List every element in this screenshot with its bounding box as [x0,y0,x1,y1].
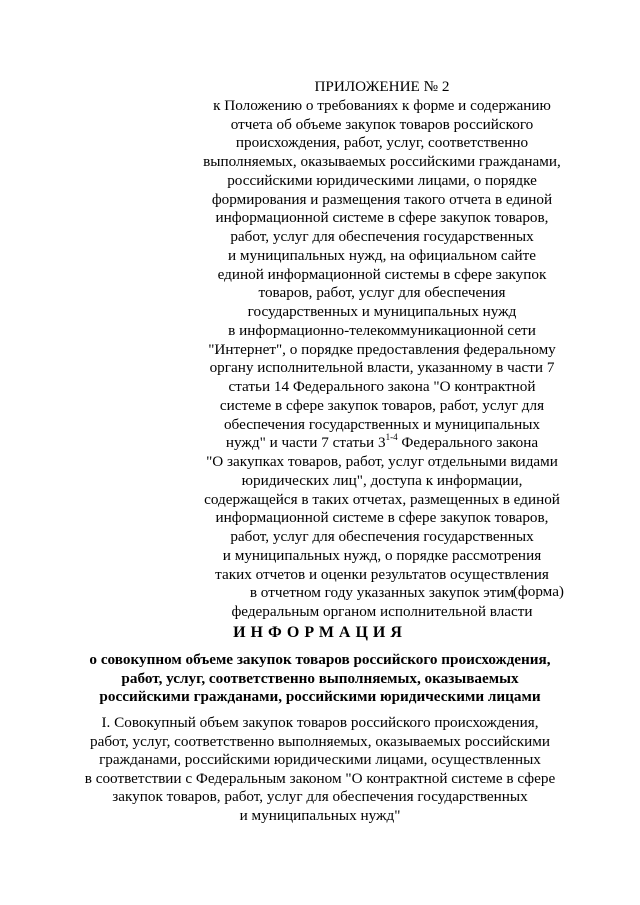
appendix-line: и муниципальных нужд, о порядке рассмотрения [222,546,542,564]
appendix-header [196,78,568,622]
superscript-article-number: 1-4 [385,432,398,443]
appendix-line: отчета об объеме закупок товаров российского [230,115,534,133]
appendix-line-part: нужд" и части 7 статьи 3 [225,434,386,452]
appendix-line: содержащейся в таких отчетах, размещенных в единой [204,490,560,508]
appendix-line: в информационно-телекоммуникационной сети [228,321,536,339]
appendix-line: "О закупках товаров, работ, услуг отдельными видами [206,453,558,470]
section-line: закупок товаров, работ, услуг для обеспечения государственных [112,788,528,805]
appendix-line: обеспечения государственных и муниципальных [223,415,541,433]
appendix-line: и муниципальных нужд, на официальном сайте [227,246,537,264]
subtitle-line: о совокупном объеме закупок товаров российского происхождения, [89,651,551,668]
appendix-line: "Интернет", о порядке предоставления федеральному [208,340,556,358]
section-line: и муниципальных нужд" [239,806,401,824]
appendix-line: российскими юридическими лицами, о порядке [227,171,537,189]
form-label: (форма) [512,583,564,600]
section-line: в соответствии с Федеральным законом "О контрактной системе в сфере [84,769,556,787]
appendix-line: статьи 14 Федерального закона "О контрактной [228,378,536,395]
appendix-line: юридических лиц", доступа к информации, [241,471,523,489]
appendix-line: системе в сфере закупок товаров, работ, услуг для [219,396,545,414]
appendix-line: выполняемых, оказываемых российскими гражданами, [203,153,561,170]
appendix-line: работ, услуг для обеспечения государственных [230,228,534,245]
appendix-line: формирования и размещения такого отчета в единой [211,190,553,208]
appendix-line: к Положению о требованиях к форме и содержанию [213,96,551,114]
appendix-line: работ, услуг для обеспечения государственных [230,528,534,545]
appendix-number: ПРИЛОЖЕНИЕ № 2 [314,78,450,95]
subtitle-line: российскими гражданами, российскими юридическими лицами [99,688,541,705]
appendix-line-part: Федерального закона [397,434,539,452]
appendix-line: федеральным органом исполнительной власти [231,603,533,620]
section-line: работ, услуг, соответственно выполняемых, оказываемых российскими [90,732,550,750]
appendix-line: в отчетном году указанных закупок этим [249,584,515,602]
subtitle-line: работ, услуг, соответственно выполняемых, оказываемых [121,669,519,687]
document-subtitle [40,651,600,707]
section-line: гражданами, российскими юридическими лицами, осуществленных [99,751,541,768]
appendix-line: информационной системе в сфере закупок товаров, [215,209,549,227]
appendix-line: происхождения, работ, услуг, соответственно [235,134,529,152]
appendix-line: товаров, работ, услуг для обеспечения [258,284,506,302]
appendix-line: информационной системе в сфере закупок товаров, [215,509,549,527]
section-1-heading [60,714,580,825]
appendix-line: таких отчетов и оценки результатов осуществления [215,565,549,583]
appendix-line-with-superscript [196,434,568,453]
appendix-line: единой информационной системы в сфере закупок [217,265,547,283]
appendix-line: органу исполнительной власти, указанному в части 7 [209,359,555,377]
document-title: ИНФОРМАЦИЯ [233,624,407,641]
appendix-line: государственных и муниципальных нужд [247,303,517,320]
section-line: I. Совокупный объем закупок товаров российского происхождения, [101,714,539,731]
